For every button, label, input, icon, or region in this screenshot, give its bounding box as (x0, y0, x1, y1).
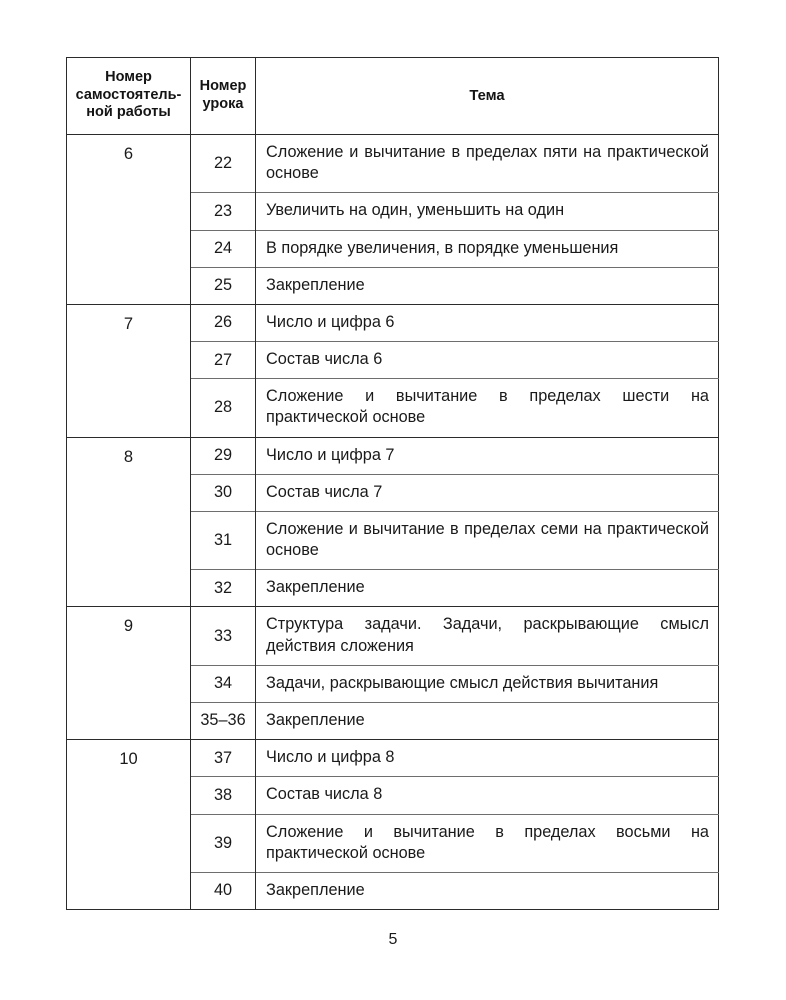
cell-topic: Закрепление (256, 267, 719, 304)
cell-lesson-number: 23 (191, 193, 256, 230)
cell-lesson-number: 40 (191, 872, 256, 909)
column-header-work-number (67, 58, 191, 135)
cell-topic: Состав числа 8 (256, 777, 719, 814)
cell-work-number: 8 (67, 437, 191, 607)
cell-topic: Состав числа 7 (256, 474, 719, 511)
cell-topic: Увеличить на один, уменьшить на один (256, 193, 719, 230)
cell-topic: Число и цифра 6 (256, 304, 719, 341)
cell-work-number: 9 (67, 607, 191, 740)
cell-lesson-number: 28 (191, 379, 256, 437)
cell-topic: Сложение и вычитание в пределах семи на практической основе (256, 511, 719, 569)
cell-work-number: 6 (67, 135, 191, 305)
cell-lesson-number: 29 (191, 437, 256, 474)
cell-lesson-number: 30 (191, 474, 256, 511)
cell-topic: Сложение и вычитание в пределах пяти на практической основе (256, 135, 719, 193)
cell-topic: В порядке увеличения, в порядке уменьшения (256, 230, 719, 267)
cell-topic: Сложение и вычитание в пределах восьми на практической основе (256, 814, 719, 872)
page-number: 5 (388, 931, 398, 948)
cell-work-number: 10 (67, 740, 191, 910)
cell-topic: Число и цифра 7 (256, 437, 719, 474)
cell-topic: Закрепление (256, 702, 719, 739)
cell-lesson-number: 26 (191, 304, 256, 341)
table-row (67, 135, 719, 193)
cell-lesson-number: 34 (191, 665, 256, 702)
cell-lesson-number: 35–36 (191, 702, 256, 739)
table-row (67, 437, 719, 474)
table-header (67, 58, 719, 135)
cell-lesson-number: 27 (191, 342, 256, 379)
column-header-lesson-number-line-1: Номер (199, 77, 247, 94)
table-row (67, 740, 719, 777)
column-header-work-number-line-1: Номер (105, 69, 152, 85)
cell-topic: Число и цифра 8 (256, 740, 719, 777)
cell-lesson-number: 22 (191, 135, 256, 193)
table-row (67, 607, 719, 665)
cell-lesson-number: 33 (191, 607, 256, 665)
cell-topic: Закрепление (256, 570, 719, 607)
cell-lesson-number: 31 (191, 511, 256, 569)
cell-lesson-number: 24 (191, 230, 256, 267)
cell-lesson-number: 32 (191, 570, 256, 607)
column-header-topic: Тема (256, 58, 719, 135)
column-header-lesson-number-line-2: урока (202, 95, 244, 112)
lesson-plan-table (66, 57, 719, 910)
cell-lesson-number: 25 (191, 267, 256, 304)
cell-lesson-number: 37 (191, 740, 256, 777)
column-header-lesson-number (191, 58, 256, 135)
cell-lesson-number: 38 (191, 777, 256, 814)
table-header-row (67, 58, 719, 135)
cell-topic: Сложение и вычитание в пределах шести на практической основе (256, 379, 719, 437)
column-header-work-number-line-2: самостоятель- (75, 86, 182, 103)
cell-topic: Закрепление (256, 872, 719, 909)
table-body (67, 135, 719, 910)
cell-lesson-number: 39 (191, 814, 256, 872)
table-row (67, 304, 719, 341)
cell-work-number: 7 (67, 304, 191, 437)
cell-topic: Состав числа 6 (256, 342, 719, 379)
column-header-work-number-line-3: ной работы (86, 104, 171, 121)
cell-topic: Задачи, раскрывающие смысл действия вычитания (256, 665, 719, 702)
cell-topic: Структура задачи. Задачи, раскрывающие смысл действия сложения (256, 607, 719, 665)
